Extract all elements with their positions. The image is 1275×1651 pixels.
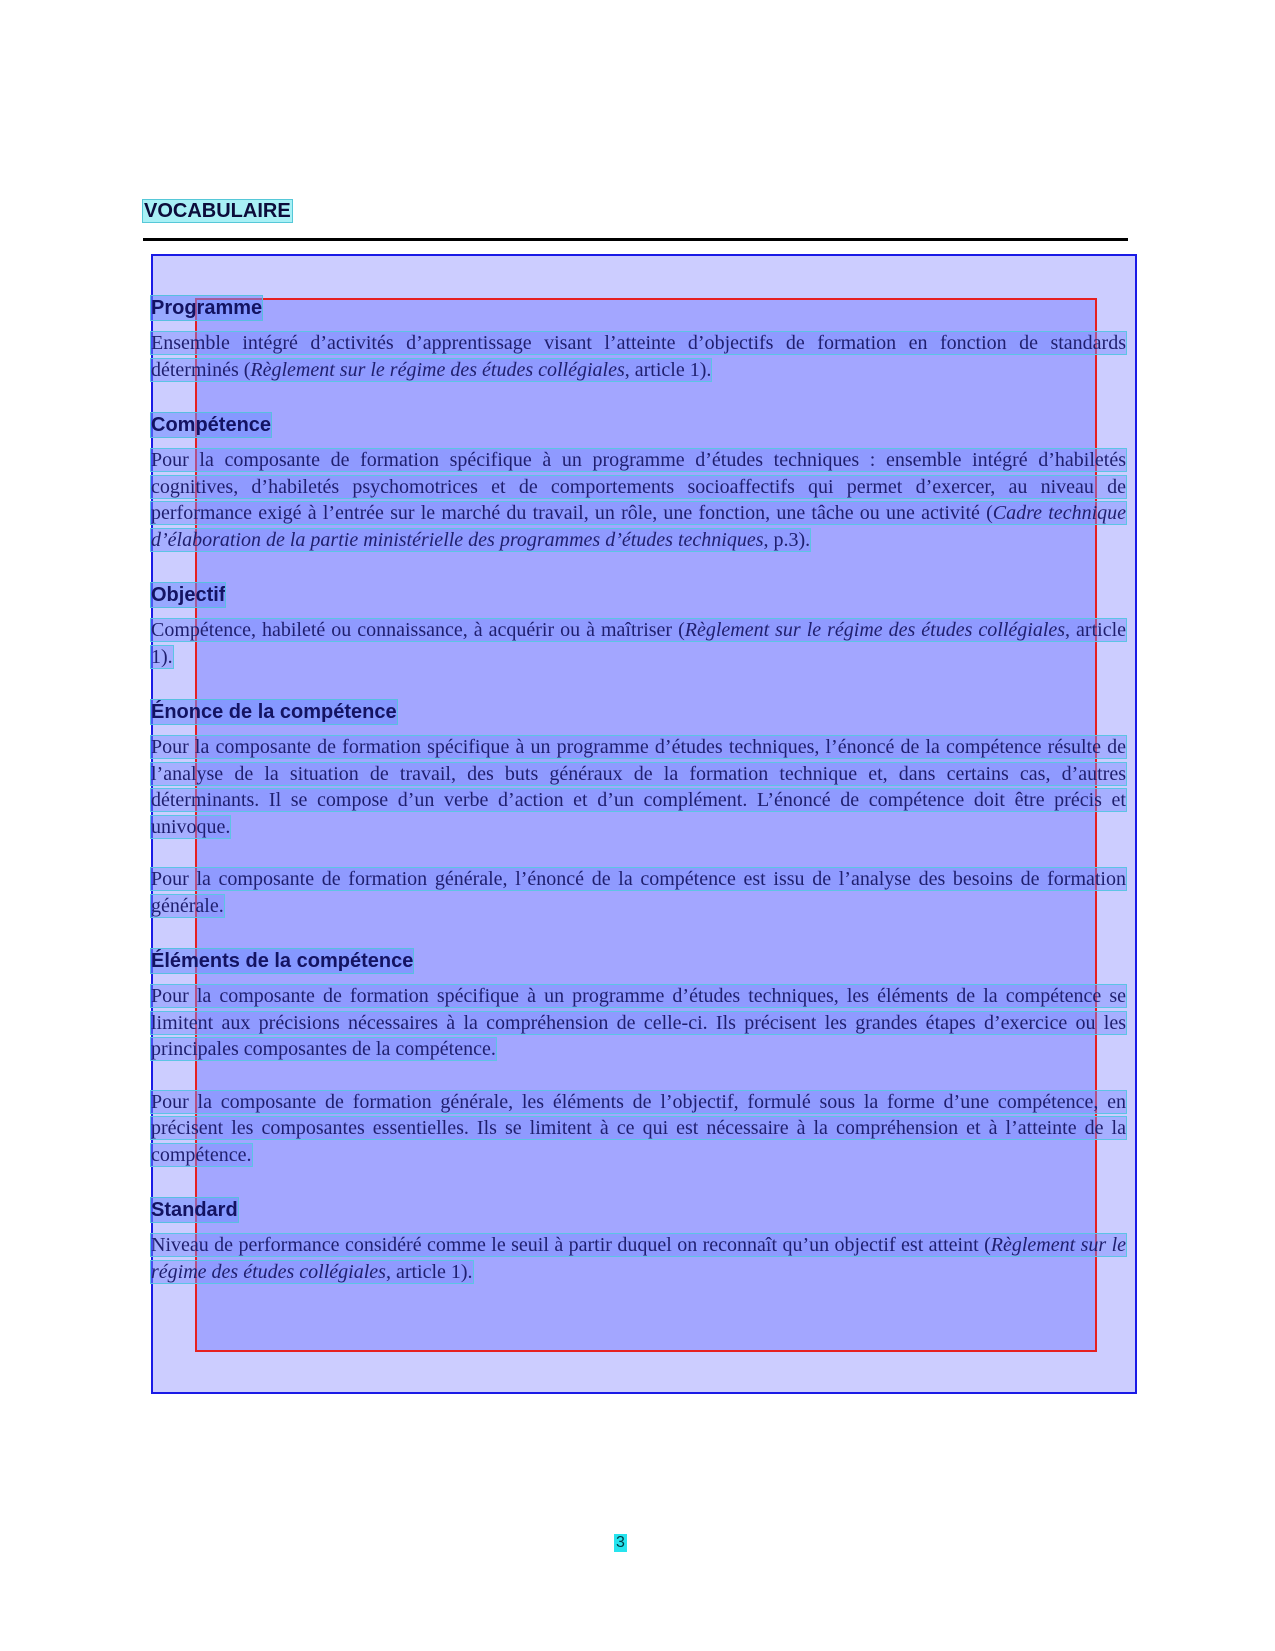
entry-definition bbox=[151, 983, 1126, 1063]
definition-text bbox=[151, 868, 1126, 917]
definition-pre: Pour la composante de formation spécifique à un programme d’études techniques, l’énoncé de la compétence résulte de l’analyse de la situation de travail, des buts généraux de la formation technique et, dans certains cas, d’autres déterminants. Il se compose d’un verbe d’action et d’un complément. L’énoncé de compétence doit être précis et univoque. bbox=[151, 736, 1126, 838]
entry-term: Compétence bbox=[151, 414, 272, 436]
definition-text bbox=[151, 619, 1126, 668]
definition-pre: Ensemble intégré d’activités d’apprentissage visant l’atteinte d’objectifs de formation en fonction de standards déterminés ( bbox=[151, 332, 1126, 381]
vocabulary-entry bbox=[151, 949, 1126, 1168]
definition-post: , article 1). bbox=[624, 358, 712, 381]
entry-term: Programme bbox=[151, 297, 263, 319]
vocabulary-entry bbox=[151, 583, 1126, 670]
definition-text bbox=[151, 985, 1126, 1060]
definition-post: , article 1). bbox=[151, 619, 1127, 668]
definition-pre: Pour la composante de formation spécifique à un programme d’études techniques, les éléments de la compétence se limitent aux précisions nécessaires à la compréhension de celle-ci. Ils précisent les grandes étapes d’exercice ou les principales composantes de la compétence. bbox=[151, 985, 1126, 1060]
entry-definition bbox=[151, 734, 1126, 840]
definition-pre: Pour la composante de formation spécifique à un programme d’études techniques : ensemble intégré d’habiletés cognitives, d’habiletés psychomotrices et de comportements socioaffectifs qui permet d’exercer, au niveau de performance exigé à l’entrée sur le marché du travail, un rôle, une fonction, une tâche ou une activité ( bbox=[151, 449, 1126, 524]
entry-definition bbox=[151, 447, 1126, 553]
entry-term: Éléments de la compétence bbox=[151, 950, 414, 972]
entry-definition bbox=[151, 617, 1126, 670]
source-reference: Règlement sur le régime des études collégiales bbox=[151, 1234, 1126, 1283]
definition-pre: Pour la composante de formation générale, l’énoncé de la compétence est issu de l’analyse des besoins de formation générale. bbox=[151, 868, 1126, 917]
definition-text bbox=[151, 449, 1126, 551]
definition-pre: Niveau de performance considéré comme le seuil à partir duquel on reconnaît qu’un objectif est atteint ( bbox=[151, 1234, 991, 1256]
vocabulary-entry bbox=[151, 700, 1126, 919]
definition-text bbox=[151, 332, 1126, 381]
entry-term: Objectif bbox=[151, 584, 226, 606]
source-reference: Règlement sur le régime des études collégiales bbox=[250, 358, 625, 381]
entry-definition bbox=[151, 1089, 1126, 1169]
definition-post: , article 1). bbox=[385, 1260, 473, 1283]
source-reference: Règlement sur le régime des études collégiales bbox=[684, 619, 1066, 641]
vocabulary-entry bbox=[151, 413, 1126, 553]
entry-definition bbox=[151, 1232, 1126, 1285]
entry-definition bbox=[151, 330, 1126, 383]
entry-term: Énonce de la compétence bbox=[151, 701, 397, 723]
page-title: VOCABULAIRE bbox=[144, 200, 291, 222]
page-number: 3 bbox=[616, 1534, 625, 1551]
definition-text bbox=[151, 1091, 1126, 1166]
definition-pre: Compétence, habileté ou connaissance, à acquérir ou à maîtriser ( bbox=[151, 619, 685, 641]
entry-definition bbox=[151, 866, 1126, 919]
page-header bbox=[143, 200, 1128, 222]
definition-pre: Pour la composante de formation générale, les éléments de l’objectif, formulé sous la forme d’une compétence, en précisent les composantes essentielles. Ils se limitent à ce qui est nécessaire à la compréhension et à l’atteinte de la compétence. bbox=[151, 1090, 1126, 1166]
definition-text bbox=[151, 1234, 1126, 1283]
header-rule bbox=[143, 238, 1128, 241]
source-reference: Cadre technique d’élaboration de la partie ministérielle des programmes d’études techniques bbox=[151, 502, 1126, 551]
vocabulary-entry bbox=[151, 296, 1126, 383]
vocabulary-entry bbox=[151, 1198, 1126, 1285]
vocabulary-list bbox=[151, 296, 1126, 1315]
entry-term: Standard bbox=[151, 1199, 238, 1221]
definition-post: , p.3). bbox=[763, 528, 811, 551]
definition-text bbox=[151, 736, 1126, 838]
